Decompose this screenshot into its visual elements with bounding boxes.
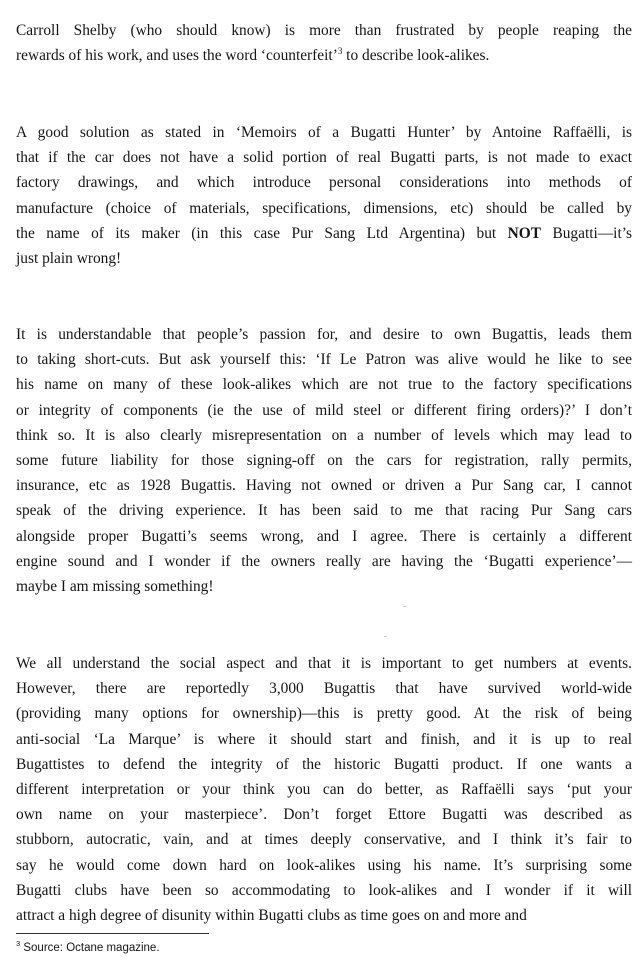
- text-line: the name of its maker (in this case Pur Sang Ltd Argentina) but NOT Bugatti—it’s: [16, 224, 632, 242]
- footnote-text: Source: Octane magazine.: [20, 942, 160, 954]
- text-line: just plain wrong!: [16, 249, 122, 267]
- text-line: It is understandable that people’s passion for, and desire to own Bugattis, leads them: [16, 326, 632, 343]
- text-line: Carroll Shelby (who should know) is more than frustrated by people reaping the: [16, 22, 632, 39]
- paragraph-good-solution: [16, 120, 632, 271]
- text-line: engine sound and I wonder if the owners really are having the ‘Bugatti experience’—: [16, 552, 632, 570]
- text-line: attract a high degree of disunity within Bugatti clubs as time goes on and more and: [16, 906, 527, 924]
- text-line: that if the car does not have a solid portion of real Bugatti parts, is not made to exact: [16, 149, 632, 167]
- text-line: anti-social ‘La Marque’ is where it should start and finish, and it is up to real: [16, 730, 632, 748]
- paragraph-social-aspect: [16, 651, 632, 928]
- text-line: stubborn, autocratic, vain, and at times deeply conservative, and I think it’s fair to: [16, 831, 632, 849]
- text-line: insurance, etc as 1928 Bugattis. Having not owned or driven a Pur Sang car, I cannot: [16, 477, 632, 495]
- scan-speck: [403, 606, 406, 607]
- footnote-divider: [16, 933, 209, 934]
- text-line: Bugattistes to defend the integrity of the historic Bugatti product. If one wants a: [16, 755, 632, 773]
- text-line: to taking short-cuts. But ask yourself this: ‘If Le Patron was alive would he like to see: [16, 351, 632, 369]
- text-line: (providing many options for ownership)—this is pretty good. At the risk of being: [16, 705, 632, 723]
- text-line: factory drawings, and which introduce personal considerations into methods of: [16, 174, 632, 192]
- footnote: [16, 940, 160, 956]
- text-line: or integrity of components (ie the use of mild steel or different firing orders)?’ I don’t: [16, 401, 632, 419]
- scan-speck: [384, 636, 387, 637]
- text-line: some future liability for those signing-off on the cars for registration, rally permits,: [16, 451, 632, 469]
- text-line: manufacture (choice of materials, specifications, dimensions, etc) should be called by: [16, 199, 632, 217]
- text-line: rewards of his work, and uses the word ‘counterfeit’$^3$ to describe look-alikes.: [16, 46, 490, 65]
- text-line: say he would come down hard on look-alikes using his name. It’s surprising some: [16, 856, 632, 874]
- footnote-marker: 3: [16, 939, 21, 949]
- text-line: think so. It is also clearly misrepresentation on a number of levels which may lead to: [16, 426, 632, 444]
- text-line: alongside proper Bugatti’s seems wrong, and I agree. There is certainly a different: [16, 527, 632, 545]
- text-line: different interpretation or your think you can do better, as Raffaëlli says ‘put your: [16, 780, 632, 798]
- paragraph-understandable: [16, 322, 632, 599]
- text-line: own name on your masterpiece’. Don’t forget Ettore Bugatti was described as: [16, 806, 632, 824]
- paragraph-shelby: [16, 18, 632, 68]
- text-line: We all understand the social aspect and that it is important to get numbers at events.: [16, 655, 632, 672]
- text-line: Bugatti clubs have been so accommodating to look-alikes and I wonder if it will: [16, 881, 632, 899]
- text-line: his name on many of these look-alikes which are not true to the factory specifications: [16, 376, 632, 394]
- text-line: A good solution as stated in ‘Memoirs of a Bugatti Hunter’ by Antoine Raffaëlli, is: [16, 124, 632, 141]
- text-line: maybe I am missing something!: [16, 577, 214, 595]
- text-line: However, there are reportedly 3,000 Bugattis that have survived world-wide: [16, 680, 632, 698]
- text-line: speak of the driving experience. It has been said to me that racing Pur Sang cars: [16, 502, 632, 520]
